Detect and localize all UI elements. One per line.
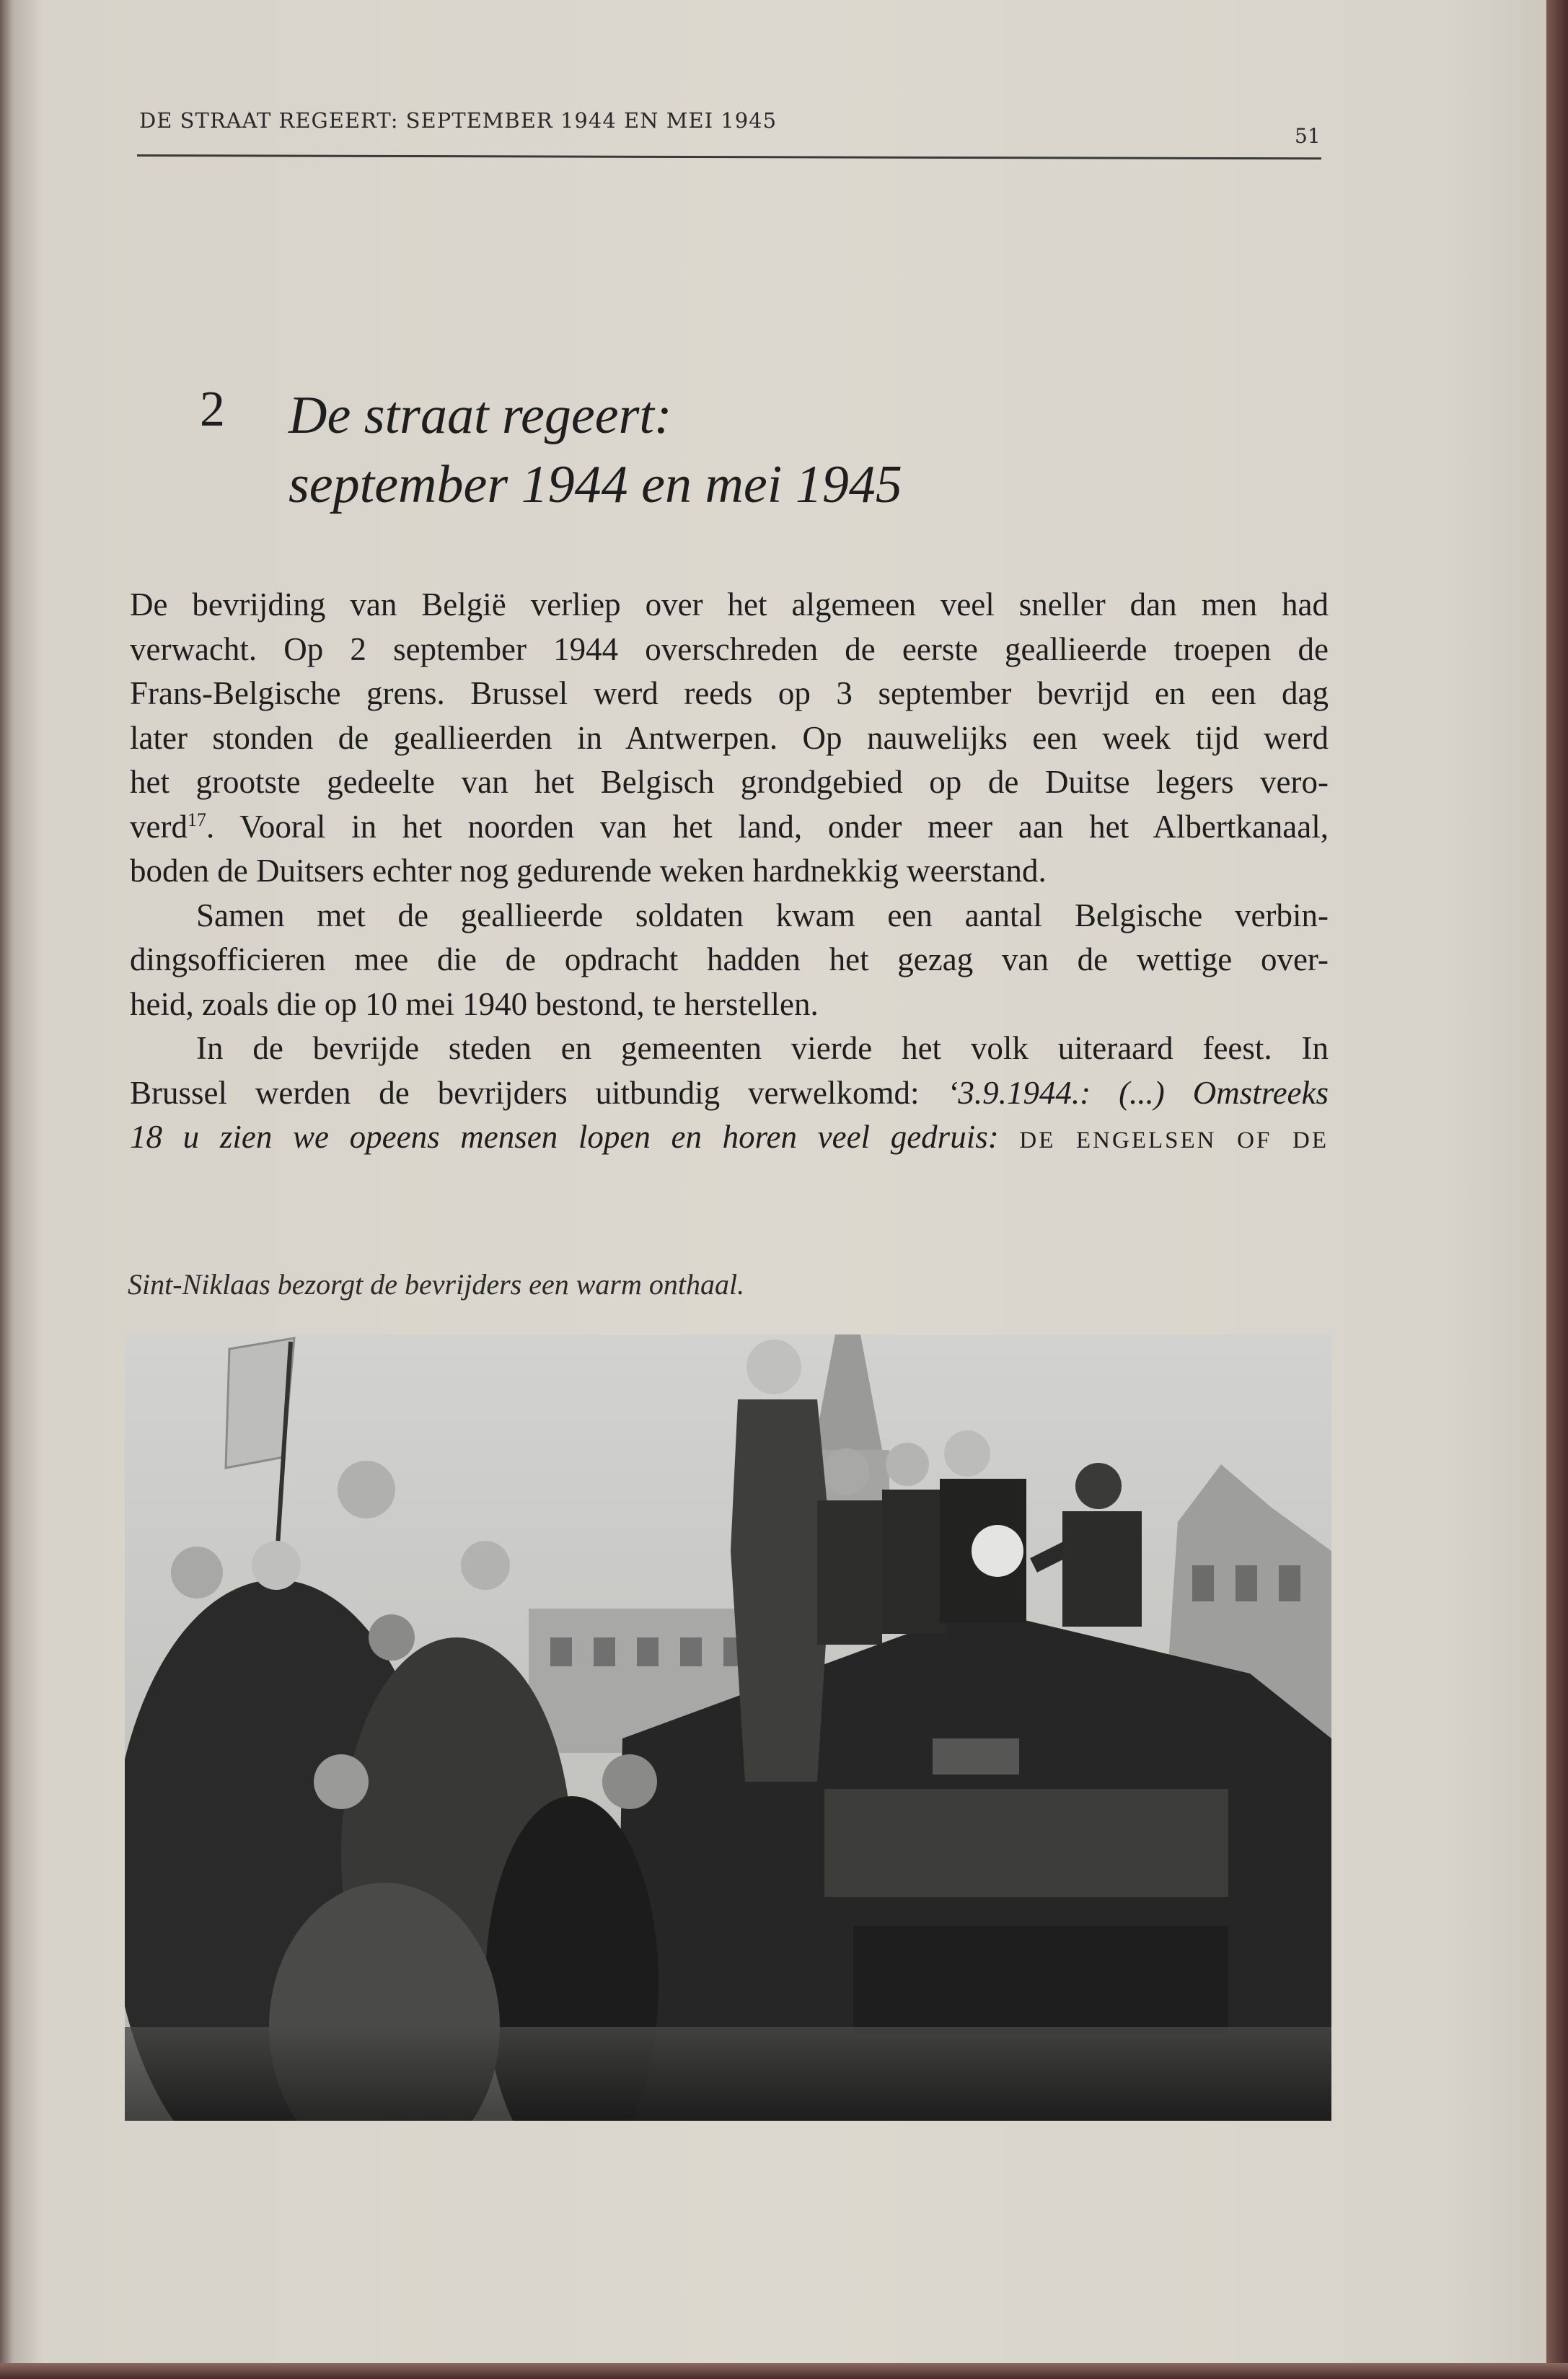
chapter-title-line-2: september 1944 en mei 1945 [289, 455, 902, 514]
photo-illustration [125, 1334, 1331, 2121]
paragraph-2-line: Samen met de geallieerde soldaten kwam een aantal Belgische verbin- [196, 897, 1329, 933]
header-rule [137, 154, 1321, 159]
photo-standing-man-head [746, 1340, 801, 1394]
page-number: 51 [1295, 124, 1321, 148]
book-bottom-edge [0, 2363, 1568, 2379]
paragraph-3-line: In de bevrijde steden en gemeenten vierde het volk uiteraard feest. In [196, 1030, 1329, 1066]
paragraph-1-line: verwacht. Op 2 september 1944 overschreden de eerste geallieerde troepen de [130, 630, 1329, 667]
small-caps-text: DE ENGELSEN OF DE [1019, 1127, 1329, 1153]
paragraph-3-line: Brussel werden de bevrijders uitbundig verwelkomd: ‘3.9.1944.: (...) Omstreeks [130, 1074, 1329, 1111]
paragraph-3-line [130, 1115, 1329, 1164]
paragraph-2-line: heid, zoals die op 10 mei 1940 bestond, te herstellen. [130, 985, 819, 1022]
paragraph-1-line: later stonden de geallieerden in Antwerpen. Op nauwelijks een week tijd werd [130, 719, 1329, 756]
paragraph-1-line: boden de Duitsers echter nog gedurende weken hardnekkig weerstand. [130, 853, 1047, 889]
body-text [130, 583, 1329, 1164]
paragraph-1-line: Frans-Belgische grens. Brussel werd reeds op 3 september bevrijd en een dag [130, 675, 1329, 711]
photo-person-head [252, 1541, 301, 1590]
paragraph-1-line: De bevrijding van België verliep over het algemeen veel sneller dan men had [130, 586, 1329, 623]
paragraph-1-line: het grootste gedeelte van het Belgisch grondgebied op de Duitse legers vero- [130, 764, 1329, 800]
quote-text: 18 u zien we opeens mensen lopen en horen veel gedruis: [130, 1119, 1020, 1155]
running-head: DE STRAAT REGEERT: SEPTEMBER 1944 EN MEI 1945 [139, 108, 778, 133]
paragraph-1-line: verd$^{17}$. Vooral in het noorden van het land, onder meer aan het Albertkanaal, [130, 808, 1329, 845]
paragraph-2-line: dingsofficieren mee die de opdracht hadden het gezag van de wettige over- [130, 941, 1329, 977]
photo-standing-man [731, 1399, 832, 1782]
chapter-title-line-1: De straat regeert: [289, 386, 672, 445]
chapter-title [289, 381, 902, 519]
photo-flowers [338, 1461, 395, 1518]
photo-caption: Sint-Niklaas bezorgt de bevrijders een warm onthaal. [128, 1268, 745, 1301]
footnote-ref: 17 [187, 809, 206, 830]
book-binding-edge [1546, 0, 1568, 2379]
quote-text: ‘3.9.1944.: (...) Omstreeks [947, 1074, 1329, 1111]
photo-ground [125, 2027, 1331, 2121]
liberation-photo [125, 1334, 1331, 2121]
chapter-number: 2 [200, 382, 225, 437]
